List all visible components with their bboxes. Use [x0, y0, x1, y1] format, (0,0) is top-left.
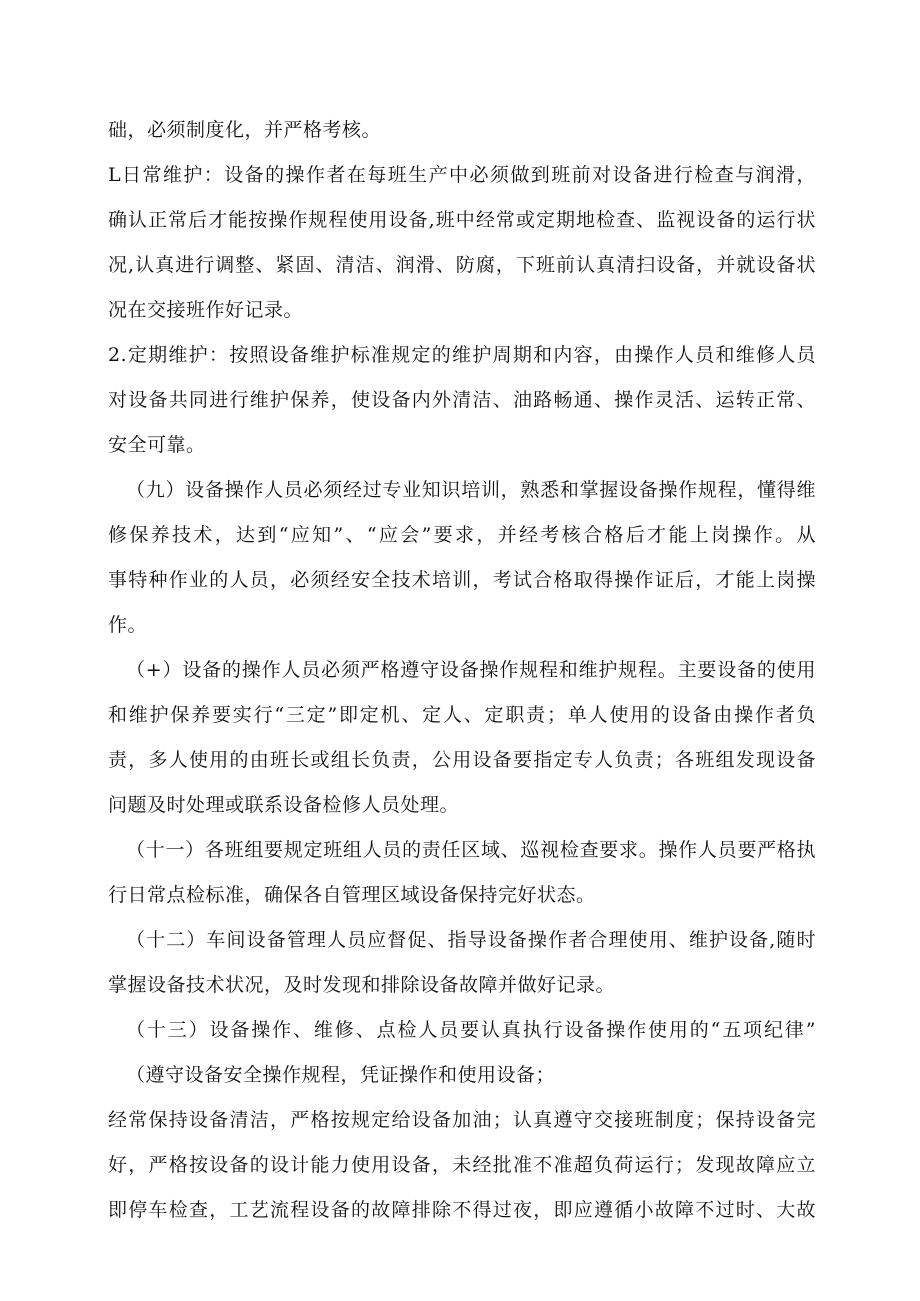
text-line: 作。 [108, 614, 148, 636]
text-line: 事特种作业的人员，必须经安全技术培训，考试合格取得操作证后，才能上岗操 [108, 569, 816, 591]
text-line: （十一）各班组要规定班组人员的责任区域、巡视检查要求。操作人员要严格执 [126, 839, 816, 861]
text-line: 况,认真进行调整、紧固、清洁、润滑、防腐，下班前认真清扫设备，并就设备状 [108, 254, 816, 276]
text-line: 和维护保养要实行“三定”即定机、定人、定职责；单人使用的设备由操作者负 [108, 704, 816, 726]
text-line: 好，严格按设备的设计能力使用设备，未经批准不准超负荷运行；发现故障应立 [108, 1154, 816, 1176]
text-line: 安全可靠。 [108, 434, 206, 456]
text-line: 责，多人使用的由班长或组长负责，公用设备要指定专人负责；各班组发现设备 [108, 749, 816, 771]
text-line: 对设备共同进行维护保养，使设备内外清洁、油路畅通、操作灵活、运转正常、 [108, 389, 816, 411]
text-line: 即停车检查，工艺流程设备的故障排除不得过夜，即应遵循小故障不过时、大故 [108, 1199, 816, 1221]
text-line: 确认正常后才能按操作规程使用设备,班中经常或定期地检查、监视设备的运行状 [108, 209, 816, 231]
text-line: （十三）设备操作、维修、点检人员要认真执行设备操作使用的“五项纪律” [126, 1019, 816, 1041]
text-line: 况在交接班作好记录。 [108, 299, 304, 321]
text-line: 行日常点检标准，确保各自管理区域设备保持完好状态。 [108, 884, 596, 906]
text-line: 础，必须制度化，并严格考核。 [108, 119, 382, 141]
text-line: （九）设备操作人员必须经过专业知识培训，熟悉和掌握设备操作规程，懂得维 [126, 479, 816, 501]
text-line: 经常保持设备清洁，严格按规定给设备加油；认真遵守交接班制度；保持设备完 [108, 1109, 816, 1131]
text-line: （十二）车间设备管理人员应督促、指导设备操作者合理使用、维护设备,随时 [126, 929, 816, 951]
text-line: （遵守设备安全操作规程，凭证操作和使用设备； [126, 1064, 556, 1086]
text-line: 问题及时处理或联系设备检修人员处理。 [108, 794, 460, 816]
text-line: 掌握设备技术状况，及时发现和排除设备故障并做好记录。 [108, 974, 616, 996]
text-line: 修保养技术，达到“应知”、“应会”要求，并经考核合格后才能上岗操作。从 [108, 524, 816, 546]
text-line: 2.定期维护：按照设备维护标准规定的维护周期和内容，由操作人员和维修人员 [108, 344, 816, 366]
text-line: L日常维护：设备的操作者在每班生产中必须做到班前对设备进行检查与润滑， [108, 164, 816, 186]
text-line: （+）设备的操作人员必须严格遵守设备操作规程和维护规程。主要设备的使用 [126, 659, 816, 681]
